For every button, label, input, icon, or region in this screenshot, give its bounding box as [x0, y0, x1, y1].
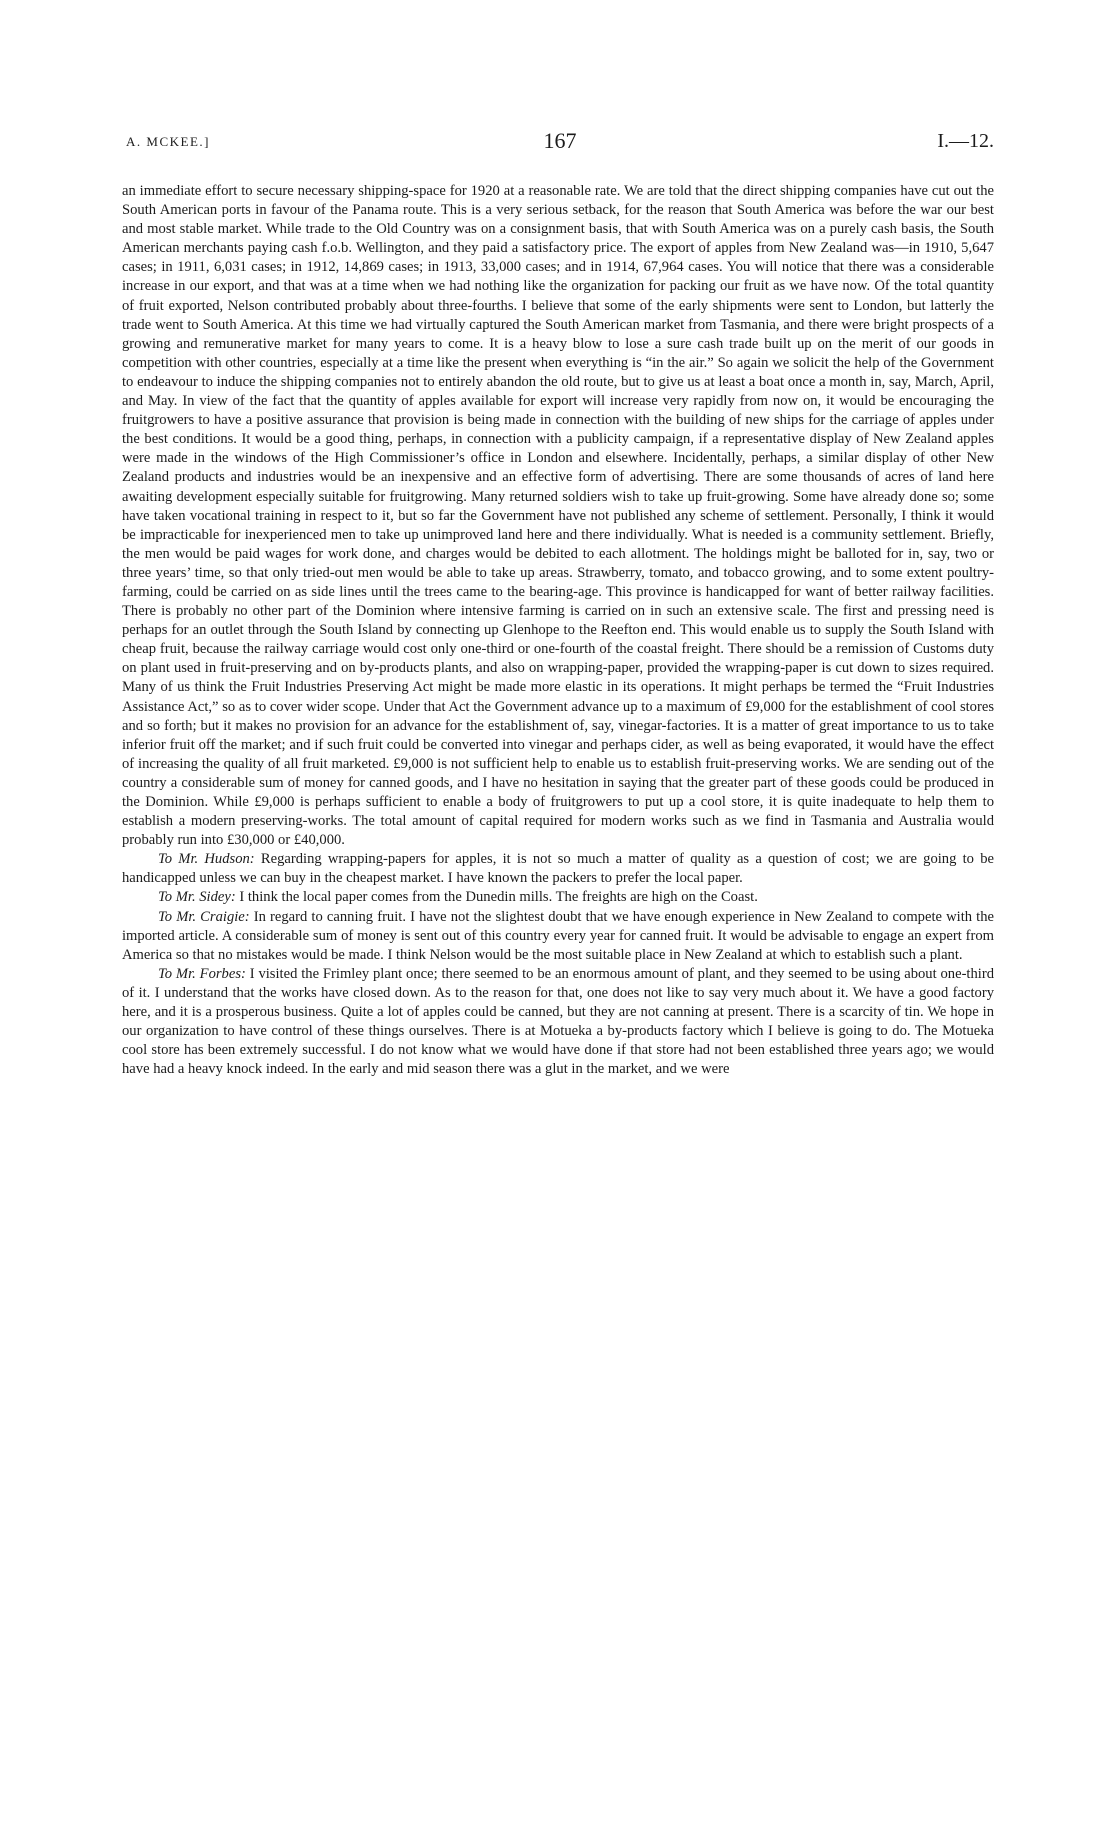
speaker-label: To Mr. Hudson: — [158, 851, 255, 868]
page-number: 167 — [543, 128, 577, 153]
paragraph-text: Regarding wrapping-papers for apples, it is not so much a matter of quality as a question of cost; we are going to be handicapped unless we can buy in the cheapest market. I have known the packers to prefer the local paper. — [122, 851, 994, 887]
paper-reference: I.—12. — [937, 130, 994, 152]
speaker-label: To Mr. Sidey: — [158, 889, 236, 906]
paragraph — [122, 965, 994, 1080]
evidence-text — [122, 182, 994, 1079]
speaker-label: To Mr. Craigie: — [158, 908, 250, 925]
paragraph — [122, 908, 994, 965]
paragraph-text: I visited the Frimley plant once; there seemed to be an enormous amount of plant, and they seemed to be using about one-third of it. I understand that the works have closed down. As to the reason for that, one does not like to say very much about it. We have a good factory here, and it is a prosperous business. Quite a lot of apples could be canned, but they are not canning at present. There is a scarcity of tin. We hope in our organization to have control of these things ourselves. There is at Motueka a by-products factory which I believe is going to do. The Motueka cool store has been extremely successful. I do not know what we would have done if that store had not been established three years ago; we would have had a heavy knock indeed. In the early and mid season there was a glut in the market, and we were — [122, 965, 994, 1078]
witness-name: A. MCKEE.] — [126, 134, 210, 149]
paragraph-text: an immediate effort to secure necessary shipping-space for 1920 at a reasonable rate. We are told that the direct shipping companies have cut out the South American ports in favour of the Panama route. This is a very serious setback, for the reason that South America was before the war our best and most stable market. While trade to the Old Country was on a consignment basis, that with South America was on a purely cash basis, the South American merchants paying cash f.o.b. Wellington, and they paid a satisfactory price. The export of apples from New Zealand was—in 1910, 5,647 cases; in 1911, 6,031 cases; in 1912, 14,869 cases; in 1913, 33,000 cases; and in 1914, 67,964 cases. You will notice that there was a considerable increase in our export, and that was at a time when we had nothing like the organization for packing our fruit as we have now. Of the total quantity of fruit exported, Nelson contributed probably about three-fourths. I believe that some of the early shipments were sent to London, but latterly the trade went to South America. At this time we had virtually captured the South American market from Tasmania, and there were bright prospects of a growing and remunerative market for many years to come. It is a heavy blow to lose a sure cash trade built up on the merit of our goods in competition with other countries, especially at a time like the present when everything is “in the air.” So again we solicit the help of the Government to endeavour to induce the shipping companies not to entirely abandon the old route, but to give us at least a boat once a month in, say, March, April, and May. In view of the fact that the quantity of apples available for export will increase very rapidly from now on, it would be encouraging the fruitgrowers to have a positive assurance that provision is being made in connection with the building of new ships for the carriage of apples under the best conditions. It would be a good thing, perhaps, in connection with a publicity campaign, if a representative display of New Zealand apples were made in the windows of the High Commissioner’s office in London and elsewhere. Incidentally, perhaps, a similar display of other New Zealand products and industries would be an inexpensive and an effective form of advertising. There are some thousands of acres of land here awaiting development especially suitable for fruitgrowing. Many returned soldiers wish to take up fruit-growing. Some have already done so; some have taken vocational training in respect to it, but so far the Government have not published any scheme of settlement. Personally, I think it would be impracticable for inexperienced men to take up unimproved land here and there individually. What is needed is a community settlement. Briefly, the men would be paid wages for work done, and charges would be debited to each allotment. The holdings might be balloted for in, say, two or three years’ time, so that only tried-out men would be able to take up areas. Strawberry, tomato, and tobacco growing, and to some extent poultry-farming, could be carried on as side lines until the trees came to the bearing-age. This province is handicapped for want of better railway facilities. There is probably no other part of the Dominion where intensive farming is carried on in such an extensive scale. The first and pressing need is perhaps for an outlet through the South Island by connecting up Glenhope to the Reefton end. This would enable us to supply the South Island with cheap fruit, because the railway carriage would cost only one-third or one-fourth of the coastal freight. There should be a remission of Customs duty on plant used in fruit-preserving and on by-products plants, and also on wrapping-paper, provided the wrapping-paper is cut down to sizes required. Many of us think the Fruit Industries Preserving Act might be made more elastic in its operations. It might perhaps be termed the “Fruit Industries Assistance Act,” so as to cover wider scope. Under that Act the Government advance up to a maximum of £9,000 for the establishment of cool stores and so forth; but it makes no provision for an advance for the establishment of, say, vinegar-factories. It is a matter of great importance to us to take inferior fruit off the market; and if such fruit could be converted into vinegar and perhaps cider, as well as being evaporated, it would have the effect of increasing the quality of all fruit marketed. £9,000 is not sufficient help to enable us to establish fruit-preserving works. We are sending out of the country a considerable sum of money for canned goods, and I have no hesitation in saying that the greater part of these goods could be produced in the Dominion. While £9,000 is perhaps sufficient to enable a body of fruitgrowers to put up a cool store, it is quite inadequate to help them to establish a modern preserving-works. The total amount of capital required for modern works such as we find in Tasmania and Australia would probably run into £30,000 or £40,000. — [122, 183, 994, 849]
paragraph-text: In regard to canning fruit. I have not the slightest doubt that we have enough experience in New Zealand to compete with the imported article. A considerable sum of money is sent out of this country every year for canned fruit. It would be advisable to engage an expert from America so that no mistakes would be made. I think Nelson would be the most suitable place in New Zealand at which to establish such a plant. — [122, 908, 994, 963]
page-header — [126, 128, 994, 158]
speaker-label: To Mr. Forbes: — [158, 965, 246, 982]
paragraph — [122, 888, 994, 907]
paragraph — [122, 850, 994, 888]
paragraph-text: I think the local paper comes from the Dunedin mills. The freights are high on the Coast. — [235, 889, 758, 906]
paragraph — [122, 182, 994, 850]
